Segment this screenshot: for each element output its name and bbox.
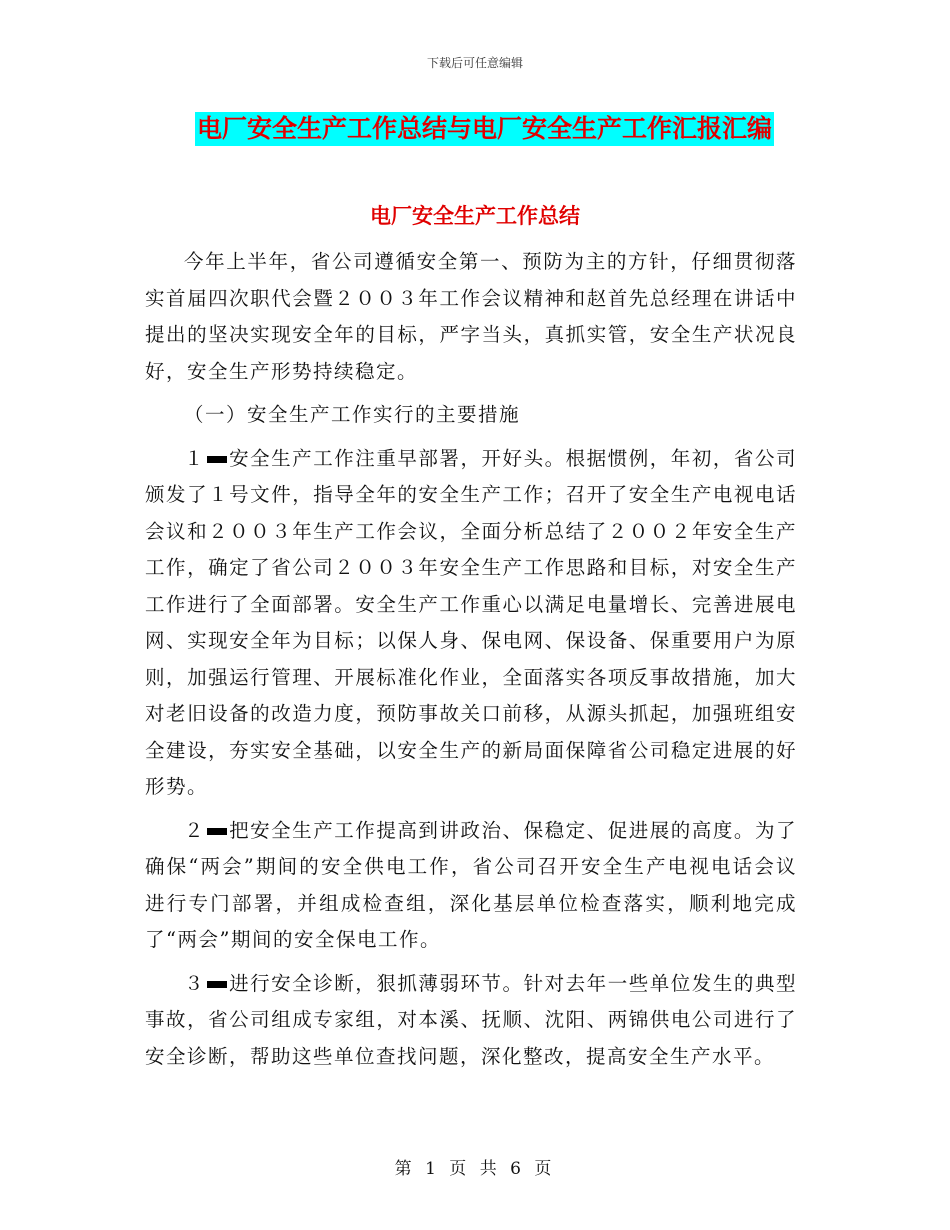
paragraph-text: （一）安全生产工作实行的主要措施 <box>184 403 521 426</box>
header-note: 下载后可任意编辑 <box>426 56 523 70</box>
paragraph-text: 今年上半年，省公司遵循安全第一、预防为主的方针，仔细贯彻落实首届四次职代会暨２００３年工作会议精神和赵首先总经理在讲话中提出的坚决实现安全年的目标，严字当头，真抓实管，安全生产状况良好，安全生产形势持续稳定。 <box>145 250 797 383</box>
item-number: １ <box>184 446 206 470</box>
paragraph-item-3 <box>145 966 797 1076</box>
main-title-container <box>195 112 803 146</box>
paragraph-text: 把安全生产工作提高到讲政治、保稳定、促进展的高度。为了确保“两会”期间的安全供电工作，省公司召开安全生产电视电话会议进行专门部署，并组成检查组，深化基层单位检查落实，顺利地完成了“两会”期间的安全保电工作。 <box>145 818 797 951</box>
paragraph-text: 进行安全诊断，狠抓薄弱环节。针对去年一些单位发生的典型事故，省公司组成专家组，对本溪、抚顺、沈阳、两锦供电公司进行了安全诊断，帮助这些单位查找问题，深化整改，提高安全生产水平。 <box>145 971 797 1068</box>
paragraph-text: 安全生产工作注重早部署，开好头。根据惯例，年初，省公司颁发了１号文件，指导全年的安全生产工作；召开了安全生产电视电话会议和２００３年生产工作会议，全面分析总结了２００２年安全生产工作，确定了省公司２００３年安全生产工作思路和目标，对安全生产工作进行了全面部署。安全生产工作重心以满足电量增长、完善进展电网、实现安全年为目标；以保人身、保电网、保设备、保重要用户为原则，加强运行管理、开展标准化作业，全面落实各项反事故措施，加大对老旧设备的改造力度，预防事故关口前移，从源头抓起，加强班组安全建设，夯实安全基础，以安全生产的新局面保障省公司稳定进展的好形势。 <box>145 446 797 798</box>
item-number: ３ <box>184 971 206 995</box>
list-marker-icon <box>207 452 227 463</box>
document-body <box>145 244 797 1082</box>
list-marker-icon <box>207 824 227 835</box>
paragraph-item-2 <box>145 813 797 959</box>
main-title: 电厂安全生产工作总结与电厂安全生产工作汇报汇编 <box>195 112 774 146</box>
list-marker-icon <box>207 977 227 988</box>
paragraph-item-1 <box>145 441 797 806</box>
sub-title: 电厂安全生产工作总结 <box>370 204 580 228</box>
paragraph-intro <box>145 244 797 390</box>
item-number: ２ <box>184 818 206 842</box>
section-heading <box>145 397 797 434</box>
page-number: 第 1 页 共 6 页 <box>394 1159 556 1179</box>
